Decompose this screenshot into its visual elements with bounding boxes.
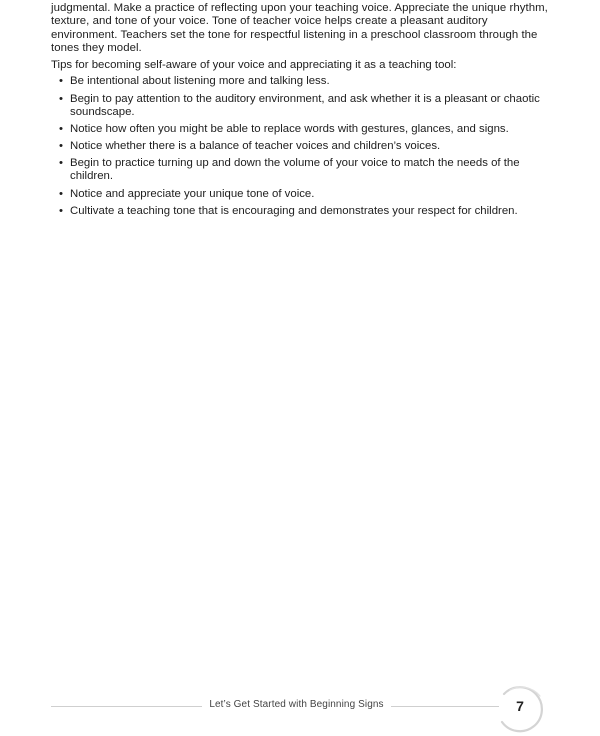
list-item-text: Begin to practice turning up and down the volume of your voice to match the needs of the children. [70, 157, 520, 183]
footer-rule-right [391, 706, 499, 707]
bullet: • [59, 204, 63, 217]
bullet: • [59, 75, 63, 88]
list-item-text: Notice how often you might be able to replace words with gestures, glances, and signs. [70, 122, 509, 135]
page-footer [0, 680, 600, 730]
list-item-text: Be intentional about listening more and talking less. [70, 75, 330, 88]
bullet: • [59, 157, 63, 170]
bullet: • [59, 92, 63, 105]
tips-list [51, 75, 551, 217]
bullet: • [59, 140, 63, 153]
body-paragraph: judgmental. Make a practice of reflecting upon your teaching voice. Appreciate the unique rhythm, texture, and tone of your voice. Tone of teacher voice helps create a pleasant auditory environment. Teachers set the tone for respectful listening in a preschool classroom through the tones they model. [51, 2, 548, 54]
list-item [51, 205, 551, 218]
page-content [51, 2, 551, 222]
footer-rule-left [51, 706, 202, 707]
list-item [51, 93, 551, 120]
list-item [51, 157, 551, 184]
list-item-text: Notice and appreciate your unique tone of voice. [70, 187, 315, 200]
list-item [51, 140, 551, 153]
bullet: • [59, 122, 63, 135]
footer-title: Let’s Get Started with Beginning Signs [209, 699, 384, 710]
list-item-text: Begin to pay attention to the auditory environment, and ask whether it is a pleasant or chaotic soundscape. [70, 92, 540, 118]
list-item-text: Notice whether there is a balance of teacher voices and children’s voices. [70, 140, 441, 153]
page-number: 7 [516, 698, 524, 714]
list-item [51, 188, 551, 201]
bullet: • [59, 187, 63, 200]
list-item [51, 75, 551, 88]
list-item [51, 123, 551, 136]
tips-intro: Tips for becoming self-aware of your voice and appreciating it as a teaching tool: [51, 59, 457, 72]
list-item-text: Cultivate a teaching tone that is encouraging and demonstrates your respect for children. [70, 204, 518, 217]
